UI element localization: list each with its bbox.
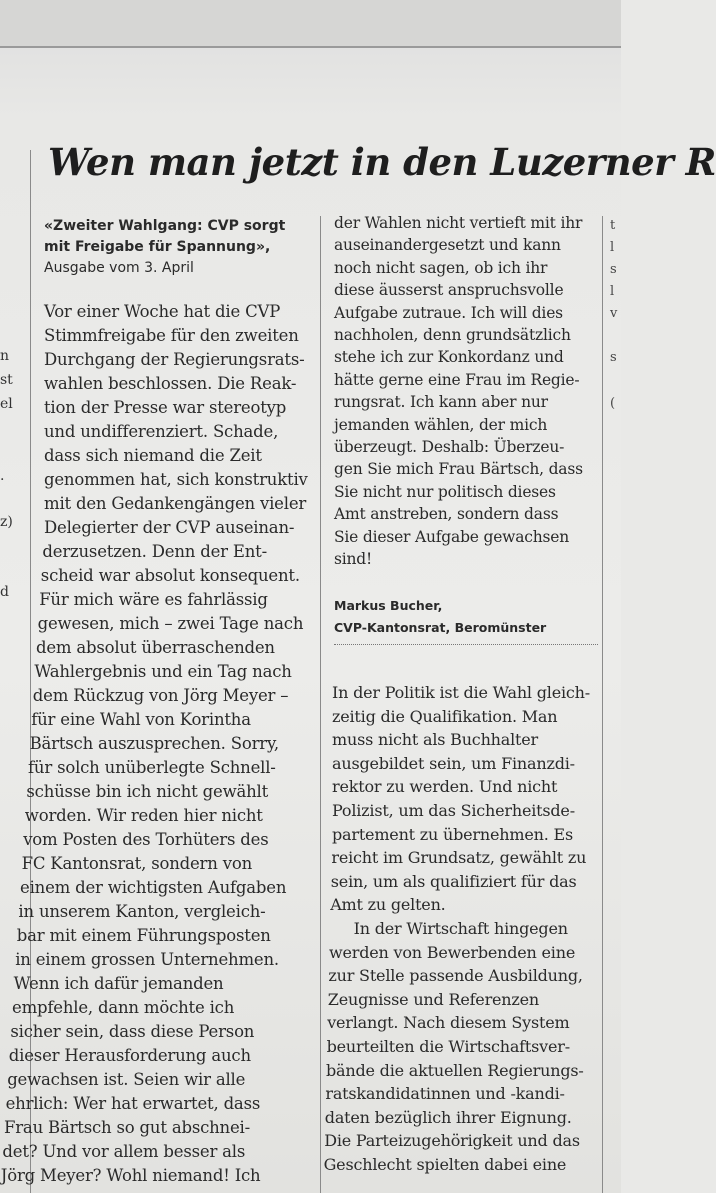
previous-page-band — [0, 0, 621, 46]
body-line: diese äusserst anspruchsvolle — [334, 281, 564, 300]
body-line: verlangt. Nach diesem System — [327, 1013, 570, 1033]
body-line: daten bezüglich ihrer Eignung. — [324, 1107, 572, 1127]
body-line: genommen hat, sich konstruktiv — [44, 470, 308, 489]
body-line: Amt zu gelten. — [330, 895, 446, 915]
margin-fragment: st — [0, 372, 13, 388]
body-line: empfehle, dann möchte ich — [12, 998, 235, 1017]
body-line: einem der wichtigsten Aufgaben — [20, 878, 287, 897]
body-line: dem absolut überraschenden — [36, 638, 275, 657]
body-line: Wenn ich dafür jemanden — [13, 974, 224, 993]
body-line: jemanden wählen, der mich — [334, 415, 548, 434]
margin-fragment: n — [0, 348, 10, 364]
margin-fragment: z) — [0, 514, 13, 530]
body-line: schüsse bin ich nicht gewählt — [26, 782, 269, 801]
body-line: vom Posten des Torhüters des — [23, 830, 269, 849]
body-line: für eine Wahl von Korintha — [31, 710, 251, 729]
body-line: in einem grossen Unternehmen. — [15, 950, 279, 969]
lead-title-line: mit Freigabe für Spannung», — [44, 239, 271, 255]
margin-fragment: t — [610, 218, 616, 233]
body-line: partement zu übernehmen. Es — [332, 824, 573, 844]
body-line: muss nicht als Buchhalter — [332, 730, 538, 750]
body-line: scheid war absolut konsequent. — [40, 566, 300, 585]
body-line: rektor zu werden. Und nicht — [332, 777, 558, 797]
margin-fragment: s — [610, 262, 617, 277]
body-line: beurteilten die Wirtschaftsver- — [326, 1037, 570, 1056]
body-line: in unserem Kanton, vergleich- — [18, 902, 266, 921]
body-line: Jörg Meyer? Wohl niemand! Ich — [0, 1166, 261, 1185]
body-line: gen Sie mich Frau Bärtsch, dass — [334, 460, 583, 479]
headline: Wen man jetzt in den Luzerner R — [48, 140, 716, 184]
body-line: det? Und vor allem besser als — [2, 1142, 246, 1161]
body-line: auseinandergesetzt und kann — [334, 236, 561, 255]
body-line: Sie nicht nur politisch dieses — [334, 482, 556, 501]
lead-title-line: «Zweiter Wahlgang: CVP sorgt — [44, 218, 286, 234]
body-line: sicher sein, dass diese Person — [10, 1022, 255, 1041]
body-line: zur Stelle passende Ausbildung, — [328, 966, 583, 986]
body-line: Aufgabe zutraue. Ich will dies — [334, 303, 563, 322]
author-name: Markus Bucher, — [334, 598, 443, 613]
margin-fragment: . — [0, 468, 5, 484]
body-line: FC Kantonsrat, sondern von — [21, 854, 253, 873]
body-line: Amt anstreben, sondern dass — [334, 505, 559, 524]
body-line: dem Rückzug von Jörg Meyer – — [32, 686, 289, 705]
lead-edition: Ausgabe vom 3. April — [44, 260, 194, 276]
margin-fragment: l — [610, 284, 615, 299]
body-line: zeitig die Qualifikation. Man — [332, 706, 558, 726]
body-line: gewachsen ist. Seien wir alle — [7, 1070, 246, 1089]
body-line: ehrlich: Wer hat erwartet, dass — [5, 1094, 261, 1113]
margin-fragment: ( — [610, 396, 616, 411]
body-line: und undifferenziert. Schade, — [44, 422, 279, 441]
body-line: werden von Bewerbenden eine — [329, 942, 576, 962]
body-line: worden. Wir reden hier nicht — [24, 806, 263, 825]
top-rule — [0, 46, 621, 48]
body-line: mit den Gedankengängen vieler — [44, 494, 307, 513]
body-line: Durchgang der Regierungsrats- — [44, 350, 305, 369]
margin-fragment: el — [0, 396, 13, 412]
body-line: reicht im Grundsatz, gewählt zu — [331, 848, 587, 868]
body-line: Wahlergebnis und ein Tag nach — [34, 662, 292, 681]
body-line: hätte gerne eine Frau im Regie- — [334, 370, 580, 389]
body-line: Stimmfreigabe für den zweiten — [44, 326, 299, 345]
right-column-rule — [602, 216, 603, 1193]
body-line: ratskandidatinnen und -kandi- — [325, 1084, 565, 1104]
body-line: überzeugt. Deshalb: Überzeu- — [334, 438, 565, 456]
body-line: gewesen, mich – zwei Tage nach — [37, 614, 304, 633]
body-line: Vor einer Woche hat die CVP — [44, 302, 281, 321]
body-line: Die Parteizugehörigkeit und das — [324, 1131, 580, 1151]
letter1-lead — [44, 216, 314, 279]
body-line: der Wahlen nicht vertieft mit ihr — [334, 214, 583, 232]
margin-fragment: s — [610, 350, 617, 365]
body-line: ausgebildet sein, um Finanzdi- — [332, 753, 575, 773]
letter-separator — [334, 644, 598, 645]
body-line: Geschlecht spielten dabei eine — [323, 1155, 567, 1174]
body-line: dass sich niemand die Zeit — [44, 446, 262, 465]
body-line: Delegierter der CVP auseinan- — [44, 518, 295, 537]
body-line: Frau Bärtsch so gut abschnei- — [4, 1118, 250, 1137]
body-line: Polizist, um das Sicherheitsde- — [332, 801, 575, 820]
body-line: Zeugnisse und Referenzen — [327, 989, 539, 1009]
body-line: bar mit einem Führungsposten — [16, 926, 271, 945]
body-line: noch nicht sagen, ob ich ihr — [334, 258, 548, 277]
body-line: wahlen beschlossen. Die Reak- — [44, 374, 297, 393]
body-line: für solch unüberlegte Schnell- — [28, 758, 276, 777]
body-line: dieser Herausforderung auch — [8, 1046, 251, 1065]
body-line: sind! — [334, 550, 373, 568]
body-line: In der Wirtschaft hingegen — [353, 919, 568, 938]
body-line: bände die aktuellen Regierungs- — [326, 1060, 584, 1080]
body-line: In der Politik ist die Wahl gleich- — [332, 683, 590, 702]
body-line: stehe ich zur Konkordanz und — [334, 348, 564, 367]
body-line: Für mich wäre es fahrlässig — [39, 590, 268, 609]
center-column-rule — [320, 216, 321, 1193]
body-line: rungsrat. Ich kann aber nur — [334, 393, 548, 412]
margin-fragment: v — [610, 306, 618, 321]
author-title: CVP-Kantonsrat, Beromünster — [334, 620, 547, 635]
body-line: nachholen, denn grundsätzlich — [334, 326, 571, 344]
body-line: derzusetzen. Denn der Ent- — [42, 542, 267, 561]
body-line: tion der Presse war stereotyp — [44, 398, 287, 417]
body-line: Sie dieser Aufgabe gewachsen — [334, 527, 570, 546]
body-line: sein, um als qualifiziert für das — [330, 871, 577, 891]
margin-fragment: d — [0, 584, 9, 600]
margin-fragment: l — [610, 240, 615, 255]
body-line: Bärtsch auszusprechen. Sorry, — [29, 734, 279, 753]
